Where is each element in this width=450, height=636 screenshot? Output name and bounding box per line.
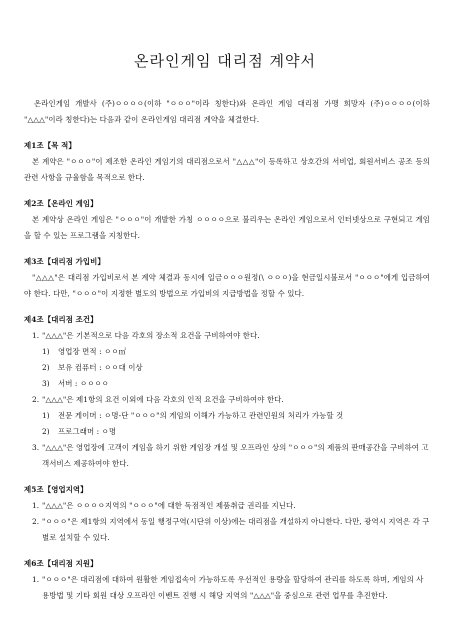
item-number: 1. [32,575,40,584]
article-4-list [24,328,430,472]
article-2-heading: 제2조【온라인 게임】 [24,199,98,208]
article-1-text: 본 계약은 "ㅇㅇㅇ"이 제조한 온라인 게임기의 대리점으로서 "△△△"이 등록하고 상호간의 서비업, 회원서비스 공조 등의 관련 사항을 규율함을 목적으로 한다. [24,157,430,182]
article-5-heading: 제5조【영업지역】 [24,485,88,494]
item-number: 2. [32,395,40,404]
sub-item [24,344,430,360]
sub-item [24,408,430,424]
item-text: "ㅇㅇㅇ"은 대리점에 대하여 원활한 게임접속이 가능하도록 우선적인 용량을 할당하여 관리를 하도록 하며, 게임의 사용방법 및 기타 회원 대상 오프라인 이벤트 진행 시 해당 지역의 "△△△"을 중심으로 관련 업무를 추진한다. [42,575,424,600]
list-item [24,328,430,344]
article-3-heading: 제3조【대리점 가입비】 [24,257,105,266]
sub-item-text: 보유 컴퓨터 : ㅇㅇ대 이상 [58,363,143,372]
item-text: "△△△"은 기본적으로 다음 각호의 장소적 요건을 구비하여야 한다. [42,331,260,340]
item-number: 1. [32,501,40,510]
document-title: 온라인게임 대리점 계약서 [134,52,316,70]
sub-item-number: 3) [42,379,50,388]
sub-item-number: 2) [42,363,50,372]
document-body [24,96,430,604]
sub-item-number: 1) [42,411,50,420]
sub-item-text: 영업장 면적 : ㅇㅇ㎡ [58,347,127,356]
article-1-heading: 제1조【목 적】 [24,141,76,150]
item-text: "ㅇㅇㅇ"은 제1항의 지역에서 동일 행정구역(시단위 이상)에는 대리점을 개설하지 아니한다. 다만, 광역시 지역은 각 구별로 설치할 수 있다. [42,517,430,542]
article-2-text: 본 계약상 온라인 게임은 "ㅇㅇㅇ"이 개발한 가칭 ㅇㅇㅇㅇ으로 불리우는 온라인 게임으로서 인터넷상으로 구현되고 게임을 할 수 있는 프로그램을 지칭한다. [24,215,430,240]
article-5-list [24,498,430,546]
list-item [24,572,430,604]
article-3-text: "△△△"은 대리점 가입비로서 본 계약 체결과 동시에 일금ㅇㅇㅇ원정(\ ㅇㅇㅇ)을 현금일시불로서 "ㅇㅇㅇ"에게 입금하여야 한다. 다만, "ㅇㅇㅇ"이 지정한 별도의 방법으로 가입비의 지급방법을 정할 수 있다. [24,273,430,298]
sub-item-text: 프로그래머 : ㅇ명 [58,427,117,436]
item-number: 2. [32,517,40,526]
sub-item-number: 2) [42,427,50,436]
article-4-heading: 제4조【대리점 조건】 [24,315,98,324]
sub-item-text: 서버 : ㅇㅇㅇㅇ [58,379,109,388]
item-number: 3. [32,443,40,452]
intro-paragraph: 온라인게임 개발사 (주)ㅇㅇㅇㅇ(이하 "ㅇㅇㅇ"이라 칭한다)와 온라인 게임 대리점 가맹 희망자 (주)ㅇㅇㅇㅇ(이하 "△△△"이라 칭한다)는 다음과 같이 온라인게임 대리점 계약을 체결한다. [24,99,430,124]
sub-item [24,424,430,440]
sub-item-number: 1) [42,347,50,356]
item-text: "△△△"은 제1항의 요건 이외에 다음 각호의 인적 요건을 구비하여야 한다. [42,395,284,404]
list-item [24,514,430,546]
article-6-list [24,572,430,604]
list-item [24,498,430,514]
item-text: "△△△"은 ㅇㅇㅇㅇ지역의 "ㅇㅇㅇ"에 대한 독점적인 제품취급 권리를 지닌다. [42,501,296,510]
list-item [24,440,430,472]
item-text: "△△△"은 영업장에 고객이 게임을 하기 위한 게임장 개설 및 오프라인 상의 "ㅇㅇㅇ"의 제품의 판매공간을 구비하여 고객서비스 제공하여야 한다. [42,443,429,468]
sub-item-text: 전문 게이머 : ㅇ명-단 "ㅇㅇㅇ"의 게임의 이해가 가능하고 관련민원의 처리가 가능할 것 [58,411,344,420]
list-item [24,392,430,408]
sub-item [24,376,430,392]
item-number: 1. [32,331,40,340]
article-6-heading: 제6조【대리점 지원】 [24,559,98,568]
sub-item [24,360,430,376]
